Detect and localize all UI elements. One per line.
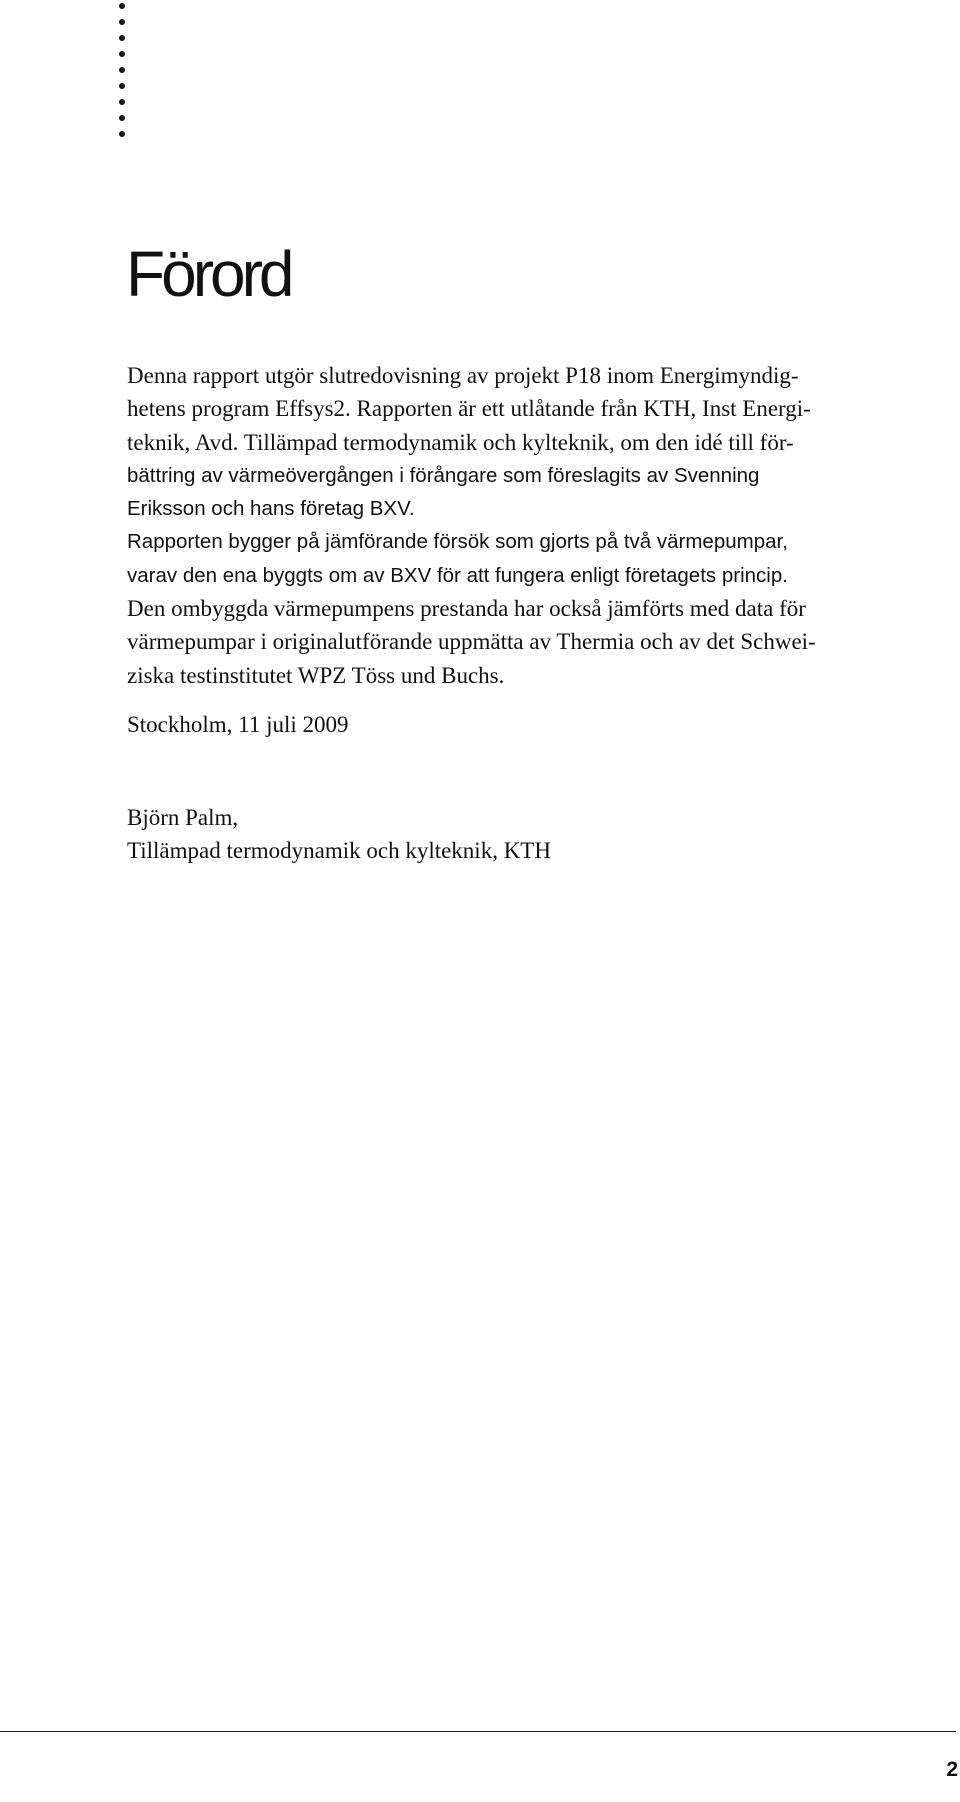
decorative-dot: [119, 3, 125, 9]
page-number: 2: [946, 1758, 958, 1781]
decorative-dot: [119, 115, 125, 121]
paragraph-line: hetens program Effsys2. Rapporten är ett utlåtande från KTH, Inst Energi-: [127, 396, 811, 422]
place-date: Stockholm, 11 juli 2009: [127, 712, 349, 737]
signature-name: Björn Palm,: [127, 805, 239, 830]
paragraph-line: Denna rapport utgör slutredovisning av projekt P18 inom Energimyndig-: [127, 363, 799, 388]
footer-rule: [0, 1731, 956, 1732]
paragraph-line: teknik, Avd. Tillämpad termodynamik och kylteknik, om den idé till för-: [127, 429, 794, 455]
decorative-dot: [119, 131, 125, 137]
decorative-dot-column: [119, 0, 127, 140]
foreword-paragraph: [127, 359, 816, 692]
paragraph-line: Rapporten bygger på jämförande försök som gjorts på två värmepumpar,: [127, 530, 788, 554]
decorative-dot: [119, 35, 125, 41]
paragraph-line: bättring av värmeövergången i förångare som föreslagits av Svenning: [127, 463, 760, 487]
decorative-dot: [119, 83, 125, 89]
decorative-dot: [119, 19, 125, 25]
signature-block: [127, 801, 551, 868]
page-title: Förord: [126, 238, 291, 310]
paragraph-line: varav den ena byggts om av BXV för att fungera enligt företagets princip.: [127, 563, 788, 587]
decorative-dot: [119, 67, 125, 73]
decorative-dot: [119, 51, 125, 57]
paragraph-line: Eriksson och hans företag BXV.: [127, 497, 415, 521]
paragraph-line: Den ombyggda värmepumpens prestanda har också jämförts med data för: [127, 596, 806, 622]
paragraph-line: värmepumpar i originalutförande uppmätta av Thermia och av det Schwei-: [127, 629, 816, 655]
paragraph-line: ziska testinstitutet WPZ Töss und Buchs.: [127, 662, 505, 688]
signature-affiliation: Tillämpad termodynamik och kylteknik, KTH: [127, 838, 551, 864]
decorative-dot: [119, 99, 125, 105]
